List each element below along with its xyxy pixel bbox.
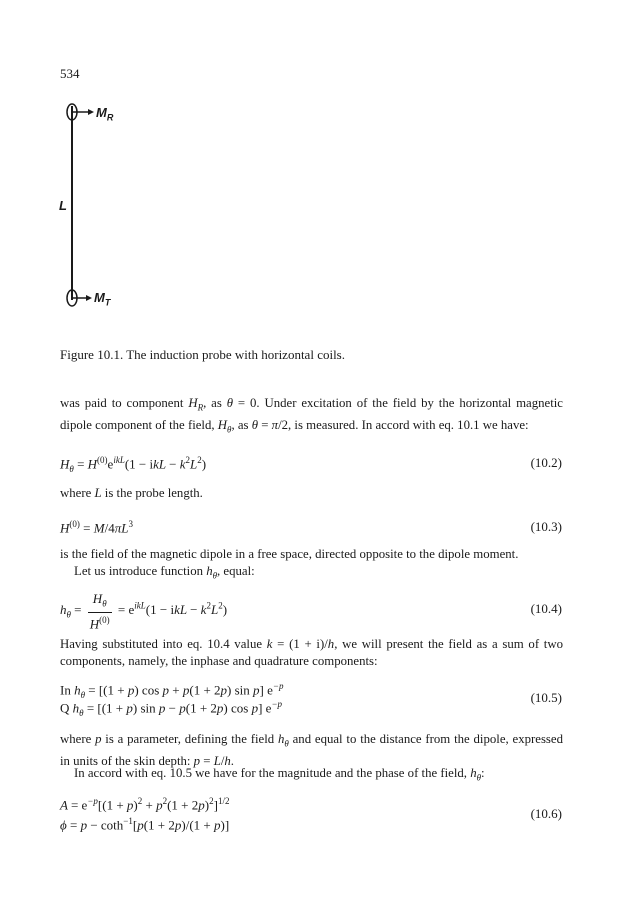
eqnum-10-6: (10.6) xyxy=(530,806,562,821)
equation-10-5b: Q $h_\theta = [(1 + p)$ sin p − p(1 + 2p) cos p] $e^{-p}$ xyxy=(60,699,283,718)
transmitter-arrowhead xyxy=(86,295,92,301)
paragraph-3: is the field of the magnetic dipole in a free space, directed opposite to the dipole moment. xyxy=(60,547,519,561)
eqnum-10-5: (10.5) xyxy=(530,690,562,705)
equation-10-6b: ϕ = p − coth$^{-1}$[p(1 + 2p)/(1 + p)] xyxy=(60,816,230,833)
equation-10-3: $H^{(0)} = M/4\pi L^3$ xyxy=(60,519,133,536)
label-length: L xyxy=(59,198,67,213)
paragraph-4: Let us introduce function $h_\theta$, equal: xyxy=(74,564,255,581)
probe-diagram xyxy=(54,100,174,310)
paragraph-6: where p is a parameter, defining the field $h_\theta$ and equal to the distance from the dipole, expressed in units of the skin depth: p = L/h. xyxy=(60,732,563,768)
eqnum-10-4: (10.4) xyxy=(530,601,562,616)
figure-caption: Figure 10.1. The induction probe with horizontal coils. xyxy=(60,347,345,362)
label-mt: $M_T$ xyxy=(94,290,111,308)
equation-10-6a: $A = e^{-p}[(1 + p)^2 + p^2(1 + 2p)^2]^{1/2}$ xyxy=(60,796,230,813)
receiver-arrowhead xyxy=(88,109,94,115)
equation-10-4: $h_\theta$ = $\frac{H_\theta}{H^{(0)}}$ = $e^{ikL}(1$ − ikL − $k^2L^2$) xyxy=(60,591,228,631)
paragraph-1: was paid to component $H_R$, as θ = 0. Under excitation of the field by the horizontal magnetic dipole component of the field, $H_\theta$, as θ = π/2, is measured. In accord with eq. 10.1 we have: xyxy=(60,396,563,435)
label-mr: $M_R$ xyxy=(96,105,114,123)
eqnum-10-3: (10.3) xyxy=(530,519,562,534)
paragraph-7: In accord with eq. 10.5 we have for the magnitude and the phase of the field, $h_\theta$: xyxy=(74,766,485,783)
page-number: 534 xyxy=(60,66,80,81)
equation-10-5a: In $h_\theta = [(1 + p)$ cos p + p(1 + 2p) sin p] $e^{-p}$ xyxy=(60,681,284,700)
equation-10-2: $H_\theta = H^{(0)}e^{ikL}(1$ − ikL − $k^2L^2$) xyxy=(60,455,207,474)
paragraph-2: where L is the probe length. xyxy=(60,486,203,500)
paragraph-5: Having substituted into eq. 10.4 value k = (1 + i)/h, we will present the field as a sum of two components, namely, the inphase and quadrature components: xyxy=(60,637,563,668)
eqnum-10-2: (10.2) xyxy=(530,455,562,470)
probe-figure xyxy=(54,100,174,310)
